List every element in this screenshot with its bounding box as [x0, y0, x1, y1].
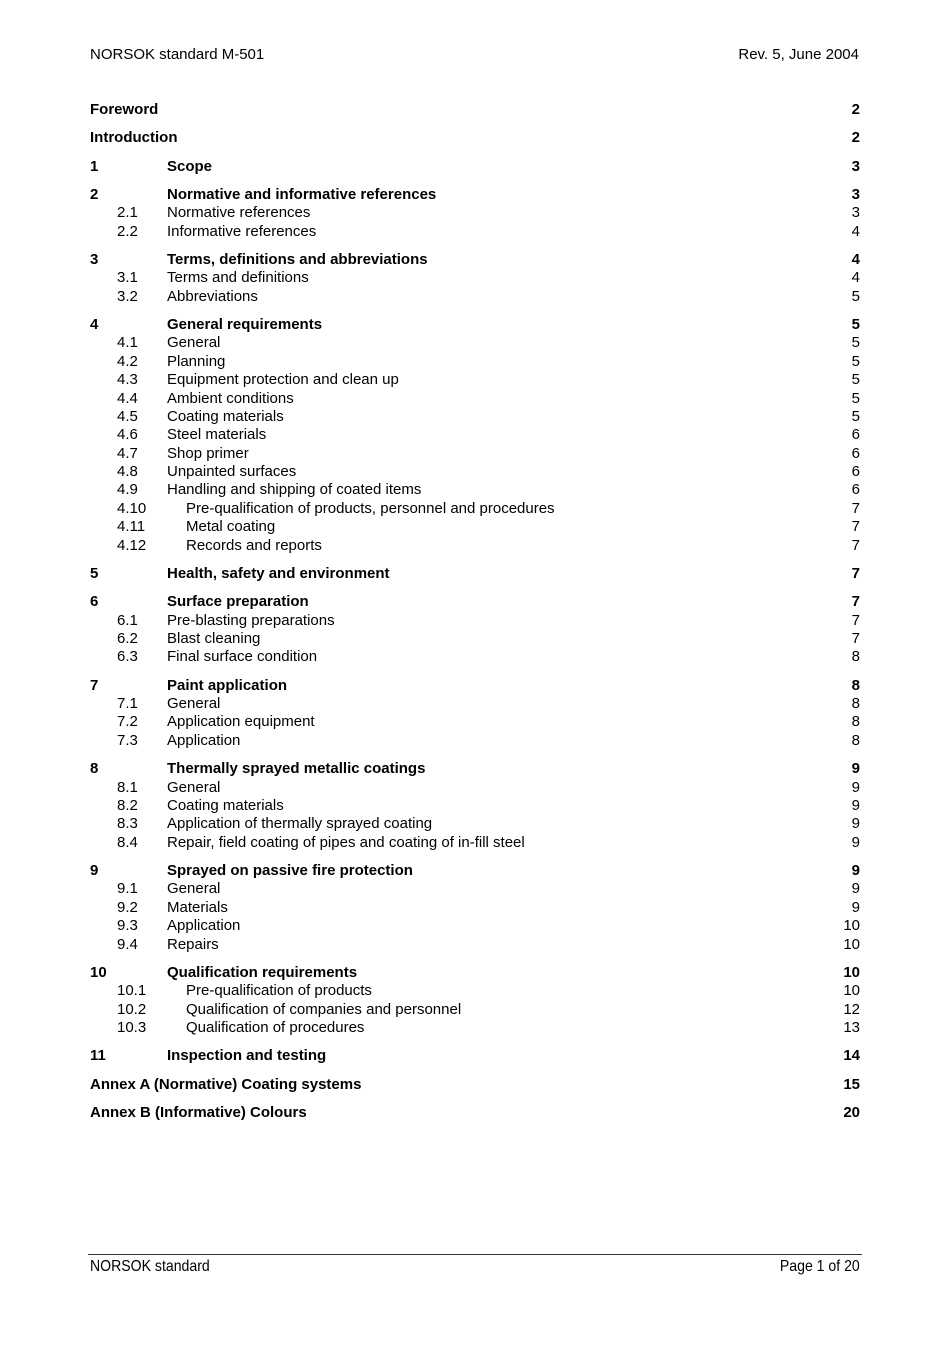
toc-subsection-entry[interactable] [90, 982, 860, 1000]
toc-subsection-entry[interactable] [90, 537, 860, 555]
toc-entry-title: Pre-qualification of products [186, 982, 372, 1000]
toc-subsection-entry[interactable] [90, 408, 860, 426]
toc-entry-page: 7 [851, 518, 860, 536]
toc-entry-title: Equipment protection and clean up [167, 371, 399, 389]
toc-entry-number: 7.1 [117, 695, 138, 713]
toc-section-entry[interactable] [90, 1076, 860, 1094]
toc-section-entry[interactable] [90, 964, 860, 982]
toc-entry-title: Unpainted surfaces [167, 463, 297, 481]
toc-entry-title: Application [167, 917, 241, 935]
toc-entry-title: Pre-qualification of products, personnel and procedures [186, 499, 555, 517]
toc-subsection-entry[interactable] [90, 426, 860, 444]
toc-entry-page: 10 [843, 935, 860, 953]
toc-entry-page: 4 [851, 269, 860, 287]
toc-entry-number: 6.3 [117, 648, 138, 666]
toc-entry-page: 6 [851, 426, 860, 444]
toc-subsection-entry[interactable] [90, 204, 860, 222]
toc-subsection-entry[interactable] [90, 612, 860, 630]
toc-entry-title: Coating materials [167, 796, 284, 814]
toc-entry-number: 2.2 [117, 222, 138, 240]
toc-entry-page: 2 [851, 129, 860, 147]
toc-subsection-entry[interactable] [90, 288, 860, 306]
toc-section-entry[interactable] [90, 129, 860, 147]
toc-entry-title: General [167, 695, 221, 713]
toc-entry-page: 20 [843, 1103, 860, 1121]
toc-entry-page: 8 [851, 731, 860, 749]
toc-entry-page: 14 [843, 1047, 860, 1065]
table-of-contents [90, 101, 860, 1122]
toc-subsection-entry[interactable] [90, 445, 860, 463]
toc-entry-title: Repairs [167, 935, 219, 953]
toc-section-entry[interactable] [90, 158, 860, 176]
toc-entry-title: Application of thermally sprayed coating [167, 815, 433, 833]
toc-entry-number: 4.11 [117, 518, 146, 536]
toc-entry-title: Pre-blasting preparations [167, 611, 335, 629]
header-document-title: NORSOK standard M-501 [90, 46, 265, 63]
toc-entry-page: 5 [851, 371, 860, 389]
toc-entry-page: 9 [851, 778, 860, 796]
toc-section-entry[interactable] [90, 565, 860, 583]
toc-entry-title: Annex B (Informative) Colours [90, 1103, 307, 1121]
toc-section-entry[interactable] [90, 593, 860, 611]
toc-entry-number: 4.2 [117, 352, 138, 370]
toc-entry-number: 4.8 [117, 463, 138, 481]
toc-entry-page: 7 [851, 611, 860, 629]
toc-entry-title: Terms, definitions and abbreviations [167, 250, 428, 268]
toc-entry-page: 5 [851, 334, 860, 352]
toc-entry-title: Annex A (Normative) Coating systems [90, 1075, 362, 1093]
toc-subsection-entry[interactable] [90, 648, 860, 666]
toc-entry-page: 5 [851, 389, 860, 407]
toc-section-entry[interactable] [90, 1104, 860, 1122]
footer-page-number: Page 1 of 20 [780, 1258, 860, 1275]
toc-entry-number: 4.6 [117, 426, 138, 444]
toc-entry-page: 4 [851, 250, 860, 268]
toc-entry-page: 5 [851, 287, 860, 305]
toc-entry-title: General [167, 334, 221, 352]
toc-entry-page: 6 [851, 444, 860, 462]
toc-entry-title: Blast cleaning [167, 630, 261, 647]
toc-subsection-entry[interactable] [90, 353, 860, 371]
toc-entry-page: 3 [851, 204, 860, 222]
toc-section-entry[interactable] [90, 760, 860, 778]
toc-entry-title: Surface preparation [167, 593, 309, 611]
toc-entry-title: Application equipment [167, 713, 315, 731]
toc-entry-title: Qualification requirements [167, 963, 358, 981]
toc-subsection-entry[interactable] [90, 797, 860, 815]
toc-entry-number: 1 [90, 157, 99, 175]
toc-entry-page: 8 [851, 713, 860, 731]
toc-entry-title: Normative references [167, 204, 311, 222]
toc-entry-title: Terms and definitions [167, 269, 309, 287]
toc-subsection-entry[interactable] [90, 390, 860, 408]
toc-entry-number: 4.4 [117, 389, 138, 407]
toc-entry-title: Application [167, 731, 241, 749]
toc-section-entry[interactable] [90, 101, 860, 119]
toc-subsection-entry[interactable] [90, 899, 860, 917]
toc-subsection-entry[interactable] [90, 630, 860, 648]
toc-entry-page: 9 [851, 760, 860, 778]
toc-section-entry[interactable] [90, 316, 860, 334]
toc-entry-title: Foreword [90, 101, 159, 118]
toc-entry-title: Ambient conditions [167, 389, 294, 407]
toc-entry-page: 9 [851, 880, 860, 898]
toc-entry-number: 9 [90, 861, 99, 879]
toc-subsection-entry[interactable] [90, 732, 860, 750]
toc-entry-number: 9.3 [117, 917, 138, 935]
toc-entry-number: 10 [90, 963, 107, 981]
toc-entry-page: 8 [851, 676, 860, 694]
toc-subsection-entry[interactable] [90, 1001, 860, 1019]
toc-entry-number: 9.1 [117, 880, 138, 898]
toc-section-entry[interactable] [90, 1047, 860, 1065]
toc-entry-page: 15 [843, 1075, 860, 1093]
toc-subsection-entry[interactable] [90, 779, 860, 797]
toc-entry-number: 6.2 [117, 630, 138, 647]
toc-entry-page: 9 [851, 796, 860, 814]
toc-entry-title: Handling and shipping of coated items [167, 481, 422, 499]
toc-entry-title: Shop primer [167, 444, 249, 462]
toc-entry-number: 8 [90, 760, 99, 778]
toc-entry-page: 7 [851, 593, 860, 611]
toc-subsection-entry[interactable] [90, 1019, 860, 1037]
toc-entry-page: 7 [851, 630, 860, 647]
toc-entry-number: 10.3 [117, 1018, 147, 1036]
toc-entry-number: 6 [90, 593, 99, 611]
toc-entry-title: General [167, 880, 221, 898]
toc-entry-number: 5 [90, 564, 99, 582]
toc-entry-page: 2 [851, 101, 860, 118]
toc-section-entry[interactable] [90, 677, 860, 695]
toc-entry-page: 10 [843, 982, 860, 1000]
toc-entry-title: Health, safety and environment [167, 564, 390, 582]
toc-entry-page: 5 [851, 315, 860, 333]
toc-entry-title: Qualification of procedures [186, 1018, 365, 1036]
toc-subsection-entry[interactable] [90, 371, 860, 389]
toc-entry-title: Inspection and testing [167, 1047, 327, 1065]
toc-entry-title: Thermally sprayed metallic coatings [167, 760, 426, 778]
toc-entry-page: 5 [851, 407, 860, 425]
toc-entry-title: Abbreviations [167, 287, 258, 305]
toc-entry-number: 2 [90, 185, 99, 203]
toc-subsection-entry[interactable] [90, 713, 860, 731]
toc-entry-page: 9 [851, 898, 860, 916]
toc-entry-title: Coating materials [167, 407, 284, 425]
toc-entry-title: Planning [167, 352, 226, 370]
toc-entry-title: Sprayed on passive fire protection [167, 861, 413, 879]
toc-entry-title: General [167, 778, 221, 796]
toc-entry-page: 10 [843, 917, 860, 935]
toc-entry-number: 4.5 [117, 407, 138, 425]
toc-entry-title: Records and reports [186, 536, 322, 554]
footer-standard-name: NORSOK standard [90, 1258, 210, 1275]
toc-entry-page: 9 [851, 815, 860, 833]
toc-entry-page: 7 [851, 499, 860, 517]
toc-entry-number: 10.2 [117, 1000, 147, 1018]
toc-entry-page: 10 [843, 963, 860, 981]
toc-entry-title: Introduction [90, 129, 178, 147]
toc-entry-number: 4.12 [117, 536, 147, 554]
header-revision: Rev. 5, June 2004 [738, 46, 859, 63]
toc-entry-page: 8 [851, 648, 860, 666]
toc-entry-number: 3.1 [117, 269, 138, 287]
toc-entry-page: 7 [851, 536, 860, 554]
toc-entry-page: 12 [843, 1000, 860, 1018]
toc-entry-number: 9.2 [117, 898, 138, 916]
toc-entry-number: 7.3 [117, 731, 138, 749]
toc-entry-title: Repair, field coating of pipes and coating of in-fill steel [167, 833, 525, 851]
toc-entry-number: 4.10 [117, 499, 147, 517]
toc-subsection-entry[interactable] [90, 223, 860, 241]
toc-entry-number: 8.2 [117, 796, 138, 814]
toc-entry-number: 4.1 [117, 334, 138, 352]
toc-subsection-entry[interactable] [90, 334, 860, 352]
toc-subsection-entry[interactable] [90, 880, 860, 898]
toc-section-entry[interactable] [90, 186, 860, 204]
footer-divider [88, 1254, 862, 1255]
toc-entry-number: 8.4 [117, 833, 138, 851]
toc-entry-page: 4 [851, 222, 860, 240]
toc-entry-number: 3.2 [117, 287, 138, 305]
toc-subsection-entry[interactable] [90, 518, 860, 536]
toc-entry-number: 9.4 [117, 935, 138, 953]
toc-entry-number: 7.2 [117, 713, 138, 731]
toc-entry-number: 7 [90, 676, 99, 694]
toc-section-entry[interactable] [90, 862, 860, 880]
toc-subsection-entry[interactable] [90, 269, 860, 287]
toc-entry-title: Informative references [167, 222, 317, 240]
toc-subsection-entry[interactable] [90, 695, 860, 713]
toc-entry-title: Steel materials [167, 426, 267, 444]
toc-subsection-entry[interactable] [90, 463, 860, 481]
toc-entry-page: 9 [851, 861, 860, 879]
toc-subsection-entry[interactable] [90, 500, 860, 518]
toc-subsection-entry[interactable] [90, 834, 860, 852]
toc-entry-title: Metal coating [186, 518, 276, 536]
toc-entry-number: 8.1 [117, 778, 138, 796]
toc-entry-title: Qualification of companies and personnel [186, 1000, 462, 1018]
toc-entry-number: 4.3 [117, 371, 138, 389]
toc-entry-number: 4.9 [117, 481, 138, 499]
toc-subsection-entry[interactable] [90, 481, 860, 499]
toc-entry-page: 13 [843, 1018, 860, 1036]
toc-subsection-entry[interactable] [90, 815, 860, 833]
toc-entry-title: Scope [167, 157, 213, 175]
toc-entry-page: 6 [851, 481, 860, 499]
toc-entry-number: 4.7 [117, 444, 138, 462]
toc-entry-title: Paint application [167, 676, 288, 694]
toc-section-entry[interactable] [90, 251, 860, 269]
toc-entry-number: 8.3 [117, 815, 138, 833]
toc-entry-number: 3 [90, 250, 99, 268]
toc-entry-number: 6.1 [117, 611, 138, 629]
toc-entry-page: 7 [851, 564, 860, 582]
toc-entry-page: 8 [851, 695, 860, 713]
toc-entry-title: Normative and informative references [167, 185, 437, 203]
toc-entry-title: General requirements [167, 315, 323, 333]
toc-entry-page: 9 [851, 833, 860, 851]
toc-entry-page: 3 [851, 185, 860, 203]
toc-entry-page: 5 [851, 352, 860, 370]
toc-entry-number: 11 [90, 1047, 106, 1065]
toc-entry-page: 6 [851, 463, 860, 481]
toc-entry-number: 10.1 [117, 982, 147, 1000]
toc-subsection-entry[interactable] [90, 917, 860, 935]
toc-subsection-entry[interactable] [90, 936, 860, 954]
toc-entry-title: Final surface condition [167, 648, 318, 666]
toc-entry-number: 2.1 [117, 204, 138, 222]
toc-entry-page: 3 [851, 157, 860, 175]
toc-entry-number: 4 [90, 315, 99, 333]
toc-entry-title: Materials [167, 898, 228, 916]
